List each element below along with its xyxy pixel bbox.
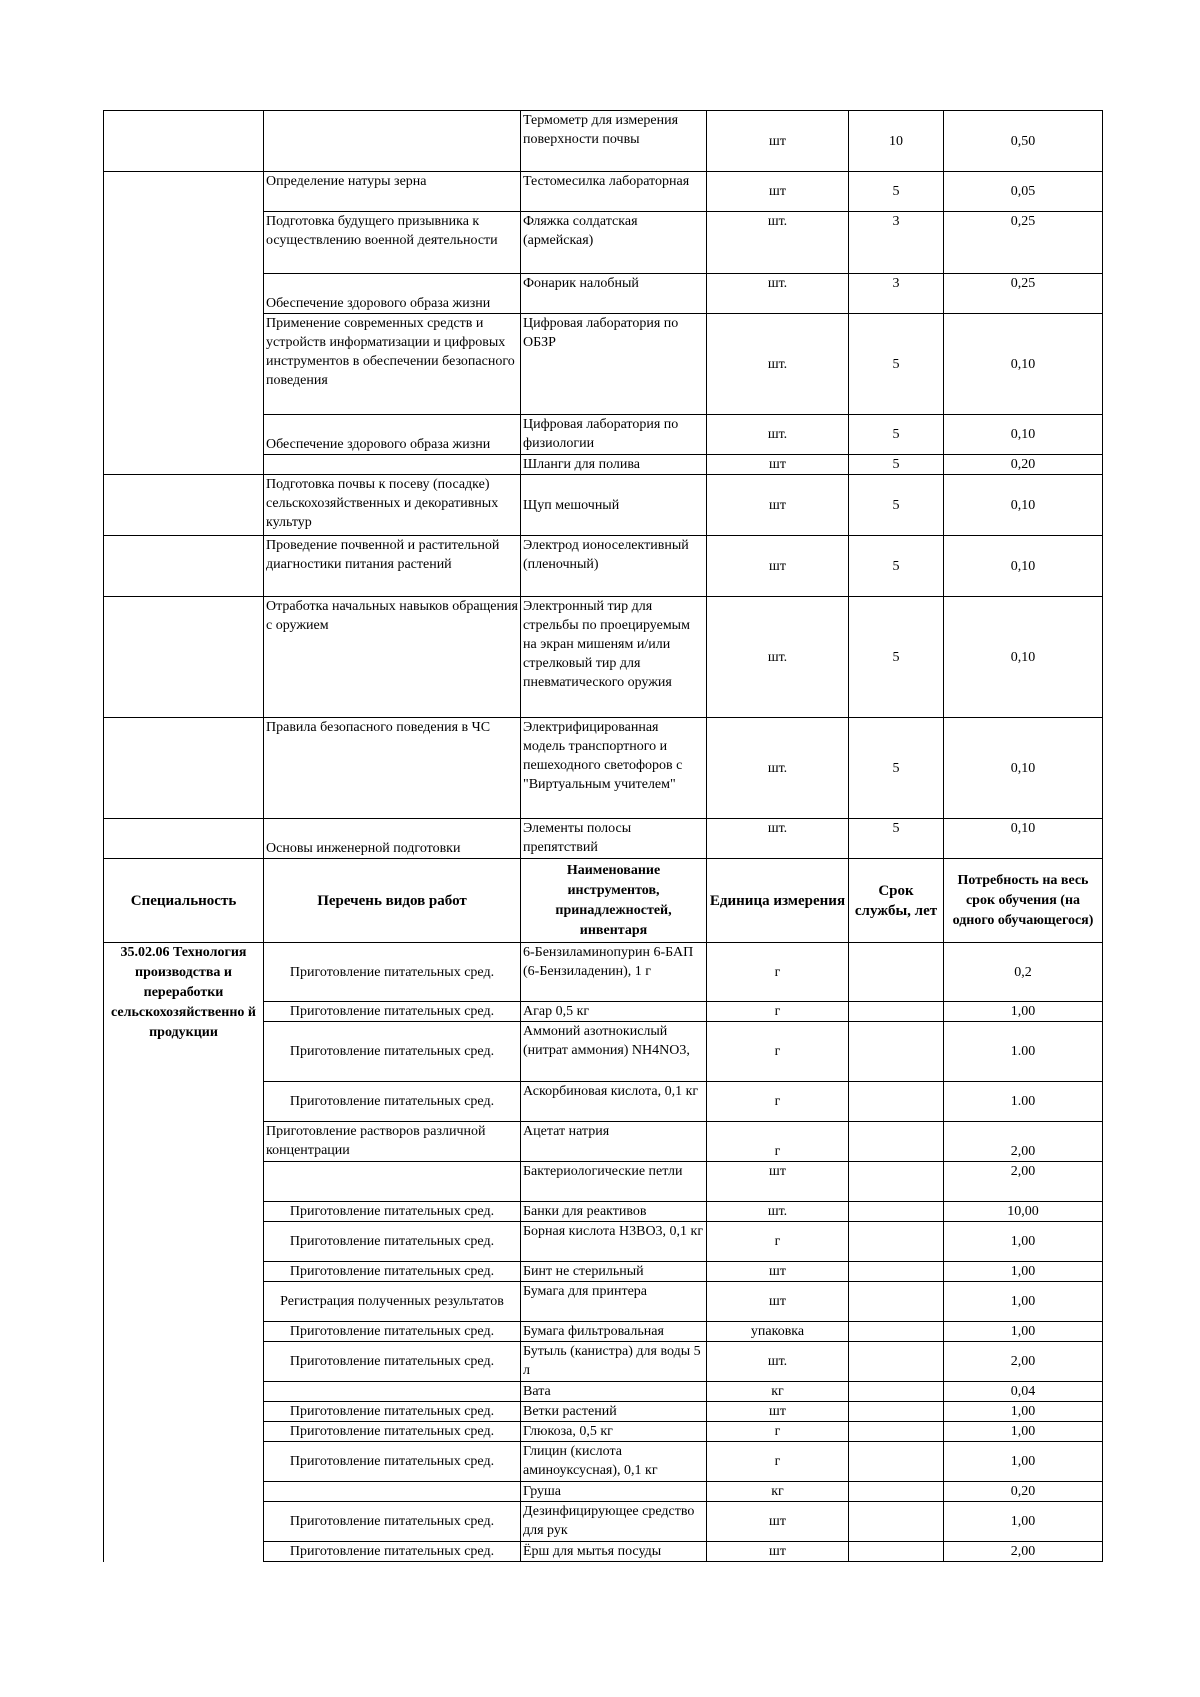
table-row bbox=[104, 597, 1103, 718]
item-name-cell: Тестомесилка лабораторная bbox=[521, 172, 707, 212]
unit-cell: шт bbox=[707, 475, 849, 536]
specialty-cell bbox=[104, 212, 264, 274]
service-life-cell bbox=[849, 1502, 944, 1542]
requirement-cell: 0,05 bbox=[944, 172, 1103, 212]
header-work-types: Перечень видов работ bbox=[264, 859, 521, 943]
unit-cell: шт. bbox=[707, 274, 849, 314]
unit-cell: шт. bbox=[707, 718, 849, 819]
service-life-cell bbox=[849, 1022, 944, 1082]
service-life-cell: 5 bbox=[849, 314, 944, 415]
requirement-cell: 1,00 bbox=[944, 1282, 1103, 1322]
item-name-cell: Груша bbox=[521, 1482, 707, 1502]
service-life-cell bbox=[849, 1322, 944, 1342]
specialty-cell bbox=[104, 172, 264, 212]
work-type-cell: Приготовление питательных сред. bbox=[264, 1402, 521, 1422]
table-row bbox=[104, 455, 1103, 475]
requirement-cell: 0,2 bbox=[944, 943, 1103, 1002]
unit-cell: шт bbox=[707, 1542, 849, 1562]
service-life-cell: 5 bbox=[849, 455, 944, 475]
item-name-cell: Бинт не стерильный bbox=[521, 1262, 707, 1282]
specialty-cell bbox=[104, 415, 264, 455]
work-type-cell: Регистрация полученных результатов bbox=[264, 1282, 521, 1322]
item-name-cell: Аммоний азотнокислый (нитрат аммония) NH4NO3, bbox=[521, 1022, 707, 1082]
service-life-cell bbox=[849, 1162, 944, 1202]
item-name-cell: Борная кислота Н3ВО3, 0,1 кг bbox=[521, 1222, 707, 1262]
specialty-cell bbox=[104, 536, 264, 597]
work-type-cell: Приготовление питательных сред. bbox=[264, 1262, 521, 1282]
service-life-cell bbox=[849, 1122, 944, 1162]
unit-cell: шт. bbox=[707, 1342, 849, 1382]
unit-cell: г bbox=[707, 943, 849, 1002]
work-type-cell: Приготовление питательных сред. bbox=[264, 1202, 521, 1222]
header-item-name: Наименование инструментов, принадлежностей, инвентаря bbox=[521, 859, 707, 943]
work-type-cell: Приготовление питательных сред. bbox=[264, 1442, 521, 1482]
work-type-cell: Приготовление питательных сред. bbox=[264, 1002, 521, 1022]
unit-cell: шт bbox=[707, 1402, 849, 1422]
item-name-cell: Агар 0,5 кг bbox=[521, 1002, 707, 1022]
unit-cell: шт bbox=[707, 455, 849, 475]
unit-cell: шт. bbox=[707, 819, 849, 859]
item-name-cell: Глюкоза, 0,5 кг bbox=[521, 1422, 707, 1442]
service-life-cell bbox=[849, 1422, 944, 1442]
table-row bbox=[104, 718, 1103, 819]
table-row bbox=[104, 172, 1103, 212]
unit-cell: шт bbox=[707, 1282, 849, 1322]
item-name-cell: Ветки растений bbox=[521, 1402, 707, 1422]
item-name-cell: Шланги для полива bbox=[521, 455, 707, 475]
work-type-cell bbox=[264, 1482, 521, 1502]
table-row bbox=[104, 274, 1103, 314]
unit-cell: г bbox=[707, 1422, 849, 1442]
item-name-cell: Бумага для принтера bbox=[521, 1282, 707, 1322]
requirement-cell: 2,00 bbox=[944, 1122, 1103, 1162]
requirement-cell: 1.00 bbox=[944, 1022, 1103, 1082]
work-type-cell: Приготовление питательных сред. bbox=[264, 1502, 521, 1542]
requirement-cell: 1,00 bbox=[944, 1442, 1103, 1482]
item-name-cell: Элементы полосы препятствий bbox=[521, 819, 707, 859]
service-life-cell: 5 bbox=[849, 415, 944, 455]
service-life-cell bbox=[849, 1382, 944, 1402]
service-life-cell: 3 bbox=[849, 274, 944, 314]
unit-cell: шт. bbox=[707, 597, 849, 718]
work-type-cell: Основы инженерной подготовки bbox=[264, 819, 521, 859]
requirement-cell: 0,10 bbox=[944, 475, 1103, 536]
service-life-cell: 3 bbox=[849, 212, 944, 274]
item-name-cell: Бумага фильтровальная bbox=[521, 1322, 707, 1342]
unit-cell: шт bbox=[707, 1502, 849, 1542]
unit-cell: шт bbox=[707, 172, 849, 212]
unit-cell: шт bbox=[707, 536, 849, 597]
table-row bbox=[104, 111, 1103, 172]
service-life-cell: 5 bbox=[849, 718, 944, 819]
service-life-cell bbox=[849, 1402, 944, 1422]
table-row bbox=[104, 314, 1103, 415]
item-name-cell: Вата bbox=[521, 1382, 707, 1402]
table-header-row bbox=[104, 859, 1103, 943]
work-type-cell bbox=[264, 1382, 521, 1402]
item-name-cell: Цифровая лаборатория по ОБЗР bbox=[521, 314, 707, 415]
unit-cell: кг bbox=[707, 1482, 849, 1502]
requirement-cell: 2,00 bbox=[944, 1542, 1103, 1562]
work-type-cell: Отработка начальных навыков обращения с оружием bbox=[264, 597, 521, 718]
table-row bbox=[104, 212, 1103, 274]
requirement-cell: 1,00 bbox=[944, 1262, 1103, 1282]
requirement-cell: 0,25 bbox=[944, 274, 1103, 314]
table-row bbox=[104, 475, 1103, 536]
requirement-cell: 1,00 bbox=[944, 1322, 1103, 1342]
service-life-cell bbox=[849, 1482, 944, 1502]
specialty-cell bbox=[104, 274, 264, 314]
work-type-cell bbox=[264, 1162, 521, 1202]
specialty-cell bbox=[104, 475, 264, 536]
work-type-cell: Приготовление питательных сред. bbox=[264, 1222, 521, 1262]
requirement-cell: 1,00 bbox=[944, 1422, 1103, 1442]
service-life-cell: 5 bbox=[849, 819, 944, 859]
item-name-cell: Ацетат натрия bbox=[521, 1122, 707, 1162]
specialty-cell bbox=[104, 455, 264, 475]
requirement-cell: 1,00 bbox=[944, 1402, 1103, 1422]
work-type-cell: Приготовление питательных сред. bbox=[264, 1082, 521, 1122]
specialty-cell bbox=[104, 314, 264, 415]
table-row bbox=[104, 819, 1103, 859]
service-life-cell bbox=[849, 1082, 944, 1122]
requirement-cell: 1.00 bbox=[944, 1082, 1103, 1122]
service-life-cell bbox=[849, 1542, 944, 1562]
item-name-cell: Электрифицированная модель транспортного и пешеходного светофоров с "Виртуальным учителем" bbox=[521, 718, 707, 819]
specialty-cell bbox=[104, 597, 264, 718]
requirement-cell: 0,04 bbox=[944, 1382, 1103, 1402]
unit-cell: г bbox=[707, 1442, 849, 1482]
work-type-cell: Приготовление питательных сред. bbox=[264, 1322, 521, 1342]
work-type-cell: Правила безопасного поведения в ЧС bbox=[264, 718, 521, 819]
unit-cell: г bbox=[707, 1222, 849, 1262]
item-name-cell: Термометр для измерения поверхности почвы bbox=[521, 111, 707, 172]
unit-cell: шт. bbox=[707, 314, 849, 415]
work-type-cell: Приготовление питательных сред. bbox=[264, 943, 521, 1002]
work-type-cell: Подготовка почвы к посеву (посадке) сельскохозяйственных и декоративных культур bbox=[264, 475, 521, 536]
requirement-cell: 1,00 bbox=[944, 1502, 1103, 1542]
work-type-cell: Применение современных средств и устройств информатизации и цифровых инструментов в обеспечении безопасного поведения bbox=[264, 314, 521, 415]
header-unit: Единица измерения bbox=[707, 859, 849, 943]
unit-cell: шт bbox=[707, 111, 849, 172]
work-type-cell: Приготовление питательных сред. bbox=[264, 1342, 521, 1382]
requirement-cell: 0,50 bbox=[944, 111, 1103, 172]
table-row bbox=[104, 415, 1103, 455]
item-name-cell: Ёрш для мытья посуды bbox=[521, 1542, 707, 1562]
work-type-cell: Приготовление питательных сред. bbox=[264, 1422, 521, 1442]
unit-cell: г bbox=[707, 1022, 849, 1082]
item-name-cell: Аскорбиновая кислота, 0,1 кг bbox=[521, 1082, 707, 1122]
unit-cell: г bbox=[707, 1122, 849, 1162]
work-type-cell: Приготовление растворов различной концентрации bbox=[264, 1122, 521, 1162]
requirement-cell: 0,10 bbox=[944, 314, 1103, 415]
service-life-cell bbox=[849, 1262, 944, 1282]
item-name-cell: Банки для реактивов bbox=[521, 1202, 707, 1222]
requirement-cell: 2,00 bbox=[944, 1342, 1103, 1382]
service-life-cell bbox=[849, 1002, 944, 1022]
requirement-cell: 0,10 bbox=[944, 819, 1103, 859]
work-type-cell: Обеспечение здорового образа жизни bbox=[264, 274, 521, 314]
item-name-cell: Электрод ионоселективный (пленочный) bbox=[521, 536, 707, 597]
work-type-cell: Проведение почвенной и растительной диагностики питания растений bbox=[264, 536, 521, 597]
specialty-cell bbox=[104, 819, 264, 859]
unit-cell: шт. bbox=[707, 1202, 849, 1222]
header-specialty: Специальность bbox=[104, 859, 264, 943]
unit-cell: упаковка bbox=[707, 1322, 849, 1342]
requirement-cell: 0,10 bbox=[944, 597, 1103, 718]
service-life-cell bbox=[849, 1342, 944, 1382]
unit-cell: г bbox=[707, 1002, 849, 1022]
table-row bbox=[104, 536, 1103, 597]
service-life-cell bbox=[849, 1222, 944, 1262]
requirement-cell: 0,25 bbox=[944, 212, 1103, 274]
specialty-name: 35.02.06 Технология производства и переработки сельскохозяйственно й продукции bbox=[104, 943, 264, 1562]
work-type-cell: Подготовка будущего призывника к осуществлению военной деятельности bbox=[264, 212, 521, 274]
specialty-cell bbox=[104, 111, 264, 172]
specialty-cell bbox=[104, 718, 264, 819]
unit-cell: шт. bbox=[707, 415, 849, 455]
unit-cell: шт bbox=[707, 1262, 849, 1282]
service-life-cell: 5 bbox=[849, 475, 944, 536]
service-life-cell: 10 bbox=[849, 111, 944, 172]
service-life-cell: 5 bbox=[849, 172, 944, 212]
service-life-cell: 5 bbox=[849, 597, 944, 718]
item-name-cell: 6-Бензиламинопурин 6-БАП (6-Бензиладенин), 1 г bbox=[521, 943, 707, 1002]
item-name-cell: Дезинфицирующее средство для рук bbox=[521, 1502, 707, 1542]
item-name-cell: Фляжка солдатская (армейская) bbox=[521, 212, 707, 274]
work-type-cell bbox=[264, 111, 521, 172]
service-life-cell bbox=[849, 943, 944, 1002]
unit-cell: шт. bbox=[707, 212, 849, 274]
header-requirement: Потребность на весь срок обучения (на одного обучающегося) bbox=[944, 859, 1103, 943]
table-row bbox=[104, 943, 1103, 1002]
item-name-cell: Электронный тир для стрельбы по проецируемым на экран мишеням и/или стрелковый тир для пневматического оружия bbox=[521, 597, 707, 718]
work-type-cell: Приготовление питательных сред. bbox=[264, 1542, 521, 1562]
work-type-cell: Приготовление питательных сред. bbox=[264, 1022, 521, 1082]
work-type-cell bbox=[264, 455, 521, 475]
work-type-cell: Обеспечение здорового образа жизни bbox=[264, 415, 521, 455]
equipment-table bbox=[103, 110, 1103, 1562]
item-name-cell: Фонарик налобный bbox=[521, 274, 707, 314]
requirement-cell: 0,10 bbox=[944, 718, 1103, 819]
unit-cell: г bbox=[707, 1082, 849, 1122]
requirement-cell: 0,10 bbox=[944, 415, 1103, 455]
requirement-cell: 10,00 bbox=[944, 1202, 1103, 1222]
requirement-cell: 1,00 bbox=[944, 1222, 1103, 1262]
item-name-cell: Щуп мешочный bbox=[521, 475, 707, 536]
work-type-cell: Определение натуры зерна bbox=[264, 172, 521, 212]
requirement-cell: 1,00 bbox=[944, 1002, 1103, 1022]
requirement-cell: 0,20 bbox=[944, 1482, 1103, 1502]
item-name-cell: Цифровая лаборатория по физиологии bbox=[521, 415, 707, 455]
item-name-cell: Глицин (кислота аминоуксусная), 0,1 кг bbox=[521, 1442, 707, 1482]
service-life-cell bbox=[849, 1202, 944, 1222]
item-name-cell: Бактериологические петли bbox=[521, 1162, 707, 1202]
requirement-cell: 2,00 bbox=[944, 1162, 1103, 1202]
service-life-cell: 5 bbox=[849, 536, 944, 597]
unit-cell: кг bbox=[707, 1382, 849, 1402]
service-life-cell bbox=[849, 1442, 944, 1482]
header-service-life: Срок службы, лет bbox=[849, 859, 944, 943]
requirement-cell: 0,20 bbox=[944, 455, 1103, 475]
service-life-cell bbox=[849, 1282, 944, 1322]
unit-cell: шт bbox=[707, 1162, 849, 1202]
requirement-cell: 0,10 bbox=[944, 536, 1103, 597]
item-name-cell: Бутыль (канистра) для воды 5 л bbox=[521, 1342, 707, 1382]
